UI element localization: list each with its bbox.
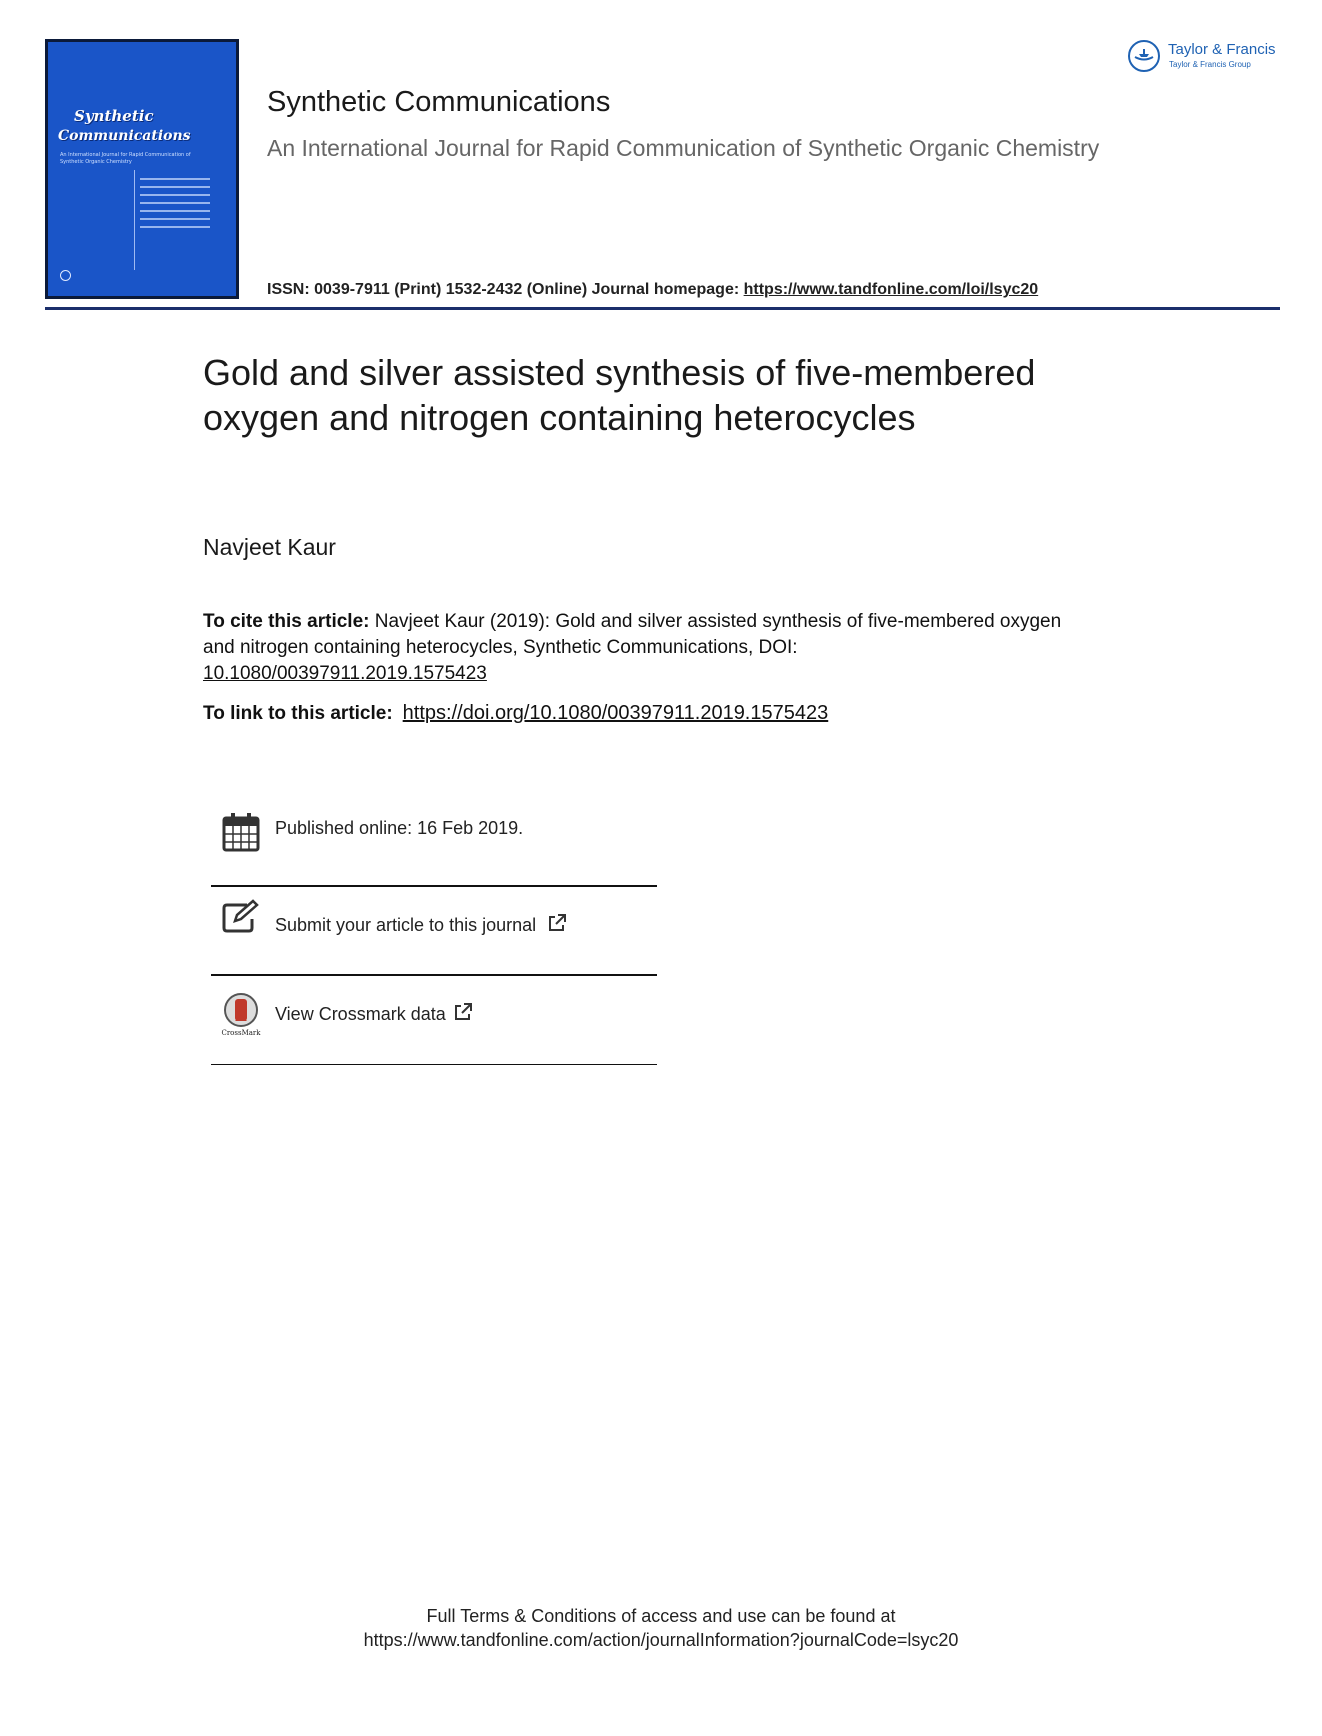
crossmark-icon <box>221 992 261 1036</box>
crossmark-link[interactable] <box>275 1002 473 1025</box>
journal-title: Synthetic Communications <box>267 86 611 118</box>
publisher-logo-icon <box>1128 40 1160 72</box>
crossmark-label: View Crossmark data <box>275 1004 446 1024</box>
article-author: Navjeet Kaur <box>203 534 336 560</box>
citation-block <box>203 609 1063 687</box>
issn-line <box>267 281 1038 299</box>
terms-footer <box>0 1604 1322 1652</box>
published-online-text: Published online: 16 Feb 2019. <box>275 818 524 838</box>
submit-article-label: Submit your article to this journal <box>275 915 537 935</box>
cover-editor-lines <box>140 172 210 234</box>
crossmark-row[interactable] <box>211 976 657 1064</box>
publisher-name: Taylor & Francis <box>1168 41 1276 58</box>
footer-line1: Full Terms & Conditions of access and use can be found at <box>426 1606 896 1626</box>
info-divider <box>211 1064 657 1065</box>
external-link-icon <box>453 1002 473 1022</box>
link-label: To link to this article: <box>203 703 393 724</box>
footer-terms-link[interactable]: https://www.tandfonline.com/action/journalInformation?journalCode=lsyc20 <box>363 1630 959 1650</box>
cover-publisher-logo-icon <box>60 270 71 281</box>
publisher-group: Taylor & Francis Group <box>1169 60 1251 69</box>
crossmark-badge-label: CrossMark <box>221 1029 261 1036</box>
submit-article-link[interactable] <box>275 913 567 936</box>
article-link-block <box>203 702 828 725</box>
published-online-row <box>211 792 657 880</box>
external-link-icon <box>547 913 567 933</box>
cover-title-line1: Synthetic <box>74 107 154 125</box>
cover-subtitle: An International Journal for Rapid Communication of Synthetic Organic Chemistry <box>60 152 191 165</box>
article-doi-link[interactable]: https://doi.org/10.1080/00397911.2019.1575423 <box>402 702 829 724</box>
header-divider <box>45 307 1280 310</box>
cite-label: To cite this article: <box>203 611 370 632</box>
journal-cover-image <box>45 39 239 299</box>
cite-text: Navjeet Kaur (2019): Gold and silver assisted synthesis of five-membered oxygen and nitrogen containing heterocycles, Synthetic Communications, DOI: <box>203 611 1062 658</box>
calendar-icon <box>221 810 261 854</box>
edit-icon <box>221 899 261 943</box>
cite-doi-link[interactable]: 10.1080/00397911.2019.1575423 <box>203 663 487 684</box>
article-title: Gold and silver assisted synthesis of five-membered oxygen and nitrogen containing heterocycles <box>203 352 1036 438</box>
issn-text: ISSN: 0039-7911 (Print) 1532-2432 (Online) Journal homepage: <box>267 281 744 298</box>
journal-homepage-link[interactable]: https://www.tandfonline.com/loi/lsyc20 <box>743 281 1039 298</box>
journal-subtitle: An International Journal for Rapid Communication of Synthetic Organic Chemistry <box>267 135 1100 161</box>
submit-article-row[interactable] <box>211 887 657 975</box>
cover-divider <box>134 170 135 270</box>
cover-title-line2: Communications <box>58 128 191 144</box>
